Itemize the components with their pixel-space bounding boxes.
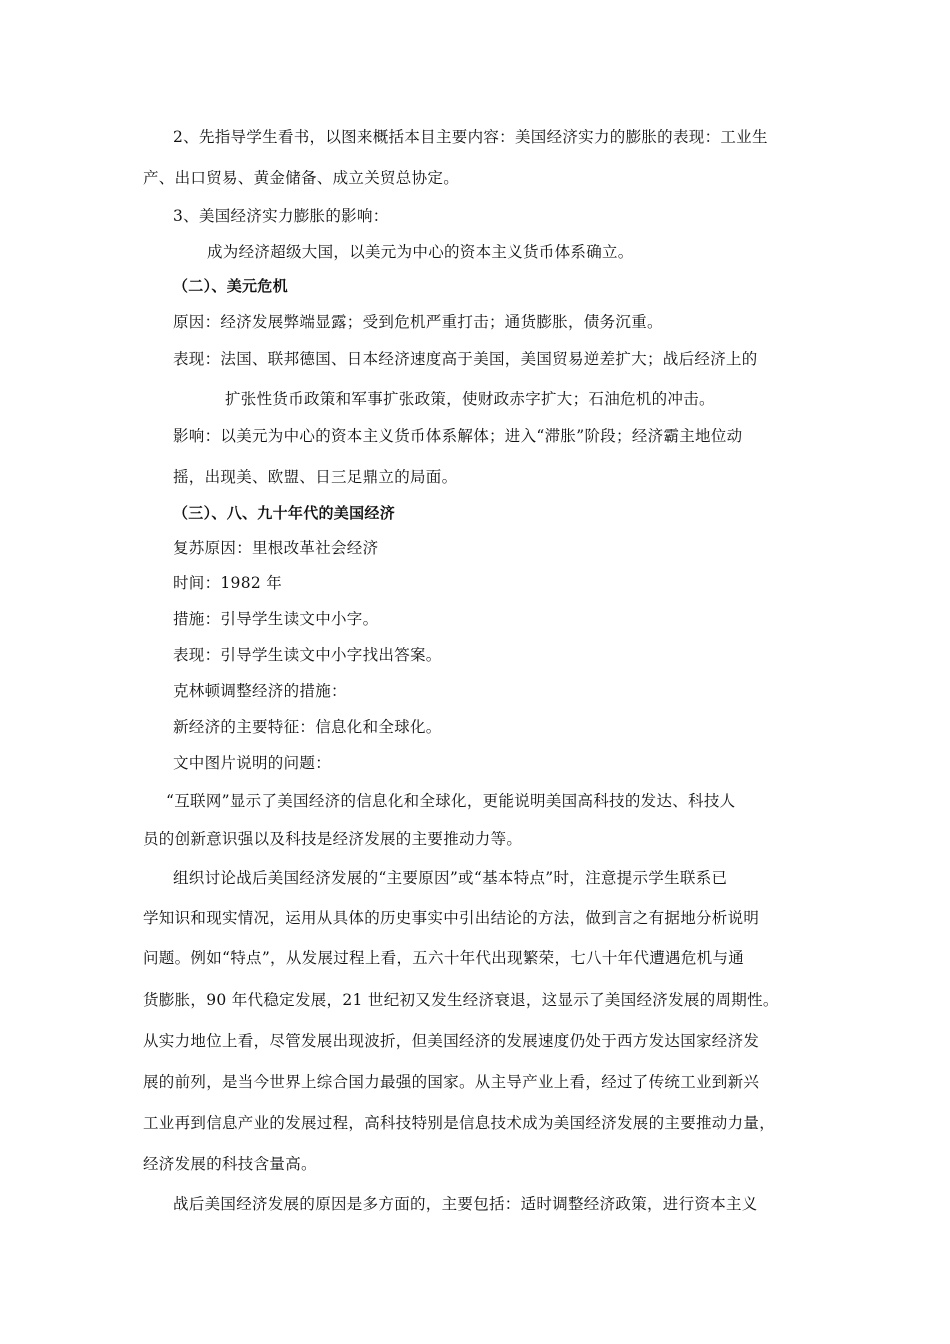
- paragraph-line-2: 产、出口贸易、黄金储备、成立关贸总协定。: [143, 169, 460, 187]
- paragraph-line-24: 货膨胀，90 年代稳定发展，21 世纪初又发生经济衰退，这显示了美国经济发展的周期性。: [143, 991, 779, 1009]
- section-heading-2: （二）、美元危机: [173, 277, 288, 295]
- paragraph-line-10: 摇，出现美、欧盟、日三足鼎立的局面。: [173, 468, 458, 486]
- paragraph-line-17: 新经济的主要特征：信息化和全球化。: [173, 718, 442, 736]
- paragraph-line-6: 原因：经济发展弊端显露；受到危机严重打击；通货膨胀，债务沉重。: [173, 313, 663, 331]
- paragraph-line-28: 经济发展的科技含量高。: [143, 1155, 317, 1173]
- paragraph-line-21: 组织讨论战后美国经济发展的“主要原因”或“基本特点”时，注意提示学生联系已: [173, 869, 728, 887]
- paragraph-line-19: “互联网”显示了美国经济的信息化和全球化，更能说明美国高科技的发达、科技人: [166, 792, 736, 810]
- paragraph-line-7: 表现：法国、联邦德国、日本经济速度高于美国，美国贸易逆差扩大；战后经济上的: [173, 350, 758, 368]
- paragraph-line-15: 表现：引导学生读文中小字找出答案。: [173, 646, 442, 664]
- paragraph-line-18: 文中图片说明的问题：: [173, 754, 332, 772]
- paragraph-line-26: 展的前列，是当今世界上综合国力最强的国家。从主导产业上看，经过了传统工业到新兴: [143, 1073, 760, 1091]
- paragraph-line-20: 员的创新意识强以及科技是经济发展的主要推动力等。: [143, 830, 523, 848]
- paragraph-line-22: 学知识和现实情况，运用从具体的历史事实中引出结论的方法，做到言之有据地分析说明: [143, 909, 760, 927]
- paragraph-line-3: 3、美国经济实力膨胀的影响：: [173, 207, 389, 225]
- paragraph-line-9: 影响：以美元为中心的资本主义货币体系解体；进入“滞胀”阶段；经济霸主地位动: [173, 427, 743, 445]
- paragraph-line-23: 问题。例如“特点”，从发展过程上看，五六十年代出现繁荣，七八十年代遭遇危机与通: [143, 949, 745, 967]
- paragraph-line-16: 克林顿调整经济的措施：: [173, 682, 347, 700]
- paragraph-line-25: 从实力地位上看，尽管发展出现波折，但美国经济的发展速度仍处于西方发达国家经济发: [143, 1032, 760, 1050]
- paragraph-line-8: 扩张性货币政策和军事扩张政策，使财政赤字扩大；石油危机的冲击。: [225, 390, 715, 408]
- paragraph-line-12: 复苏原因：里根改革社会经济: [173, 539, 379, 557]
- paragraph-line-14: 措施：引导学生读文中小字。: [173, 610, 379, 628]
- section-heading-3: （三）、八、九十年代的美国经济: [173, 504, 396, 522]
- paragraph-line-29: 战后美国经济发展的原因是多方面的，主要包括：适时调整经济政策，进行资本主义: [173, 1195, 758, 1213]
- paragraph-line-13: 时间：1982 年: [173, 574, 283, 592]
- paragraph-line-1: 2、先指导学生看书，以图来概括本目主要内容：美国经济实力的膨胀的表现：工业生: [173, 128, 768, 146]
- paragraph-line-4: 成为经济超级大国，以美元为中心的资本主义货币体系确立。: [207, 243, 634, 261]
- paragraph-line-27: 工业再到信息产业的发展过程，高科技特别是信息技术成为美国经济发展的主要推动力量，: [143, 1114, 776, 1132]
